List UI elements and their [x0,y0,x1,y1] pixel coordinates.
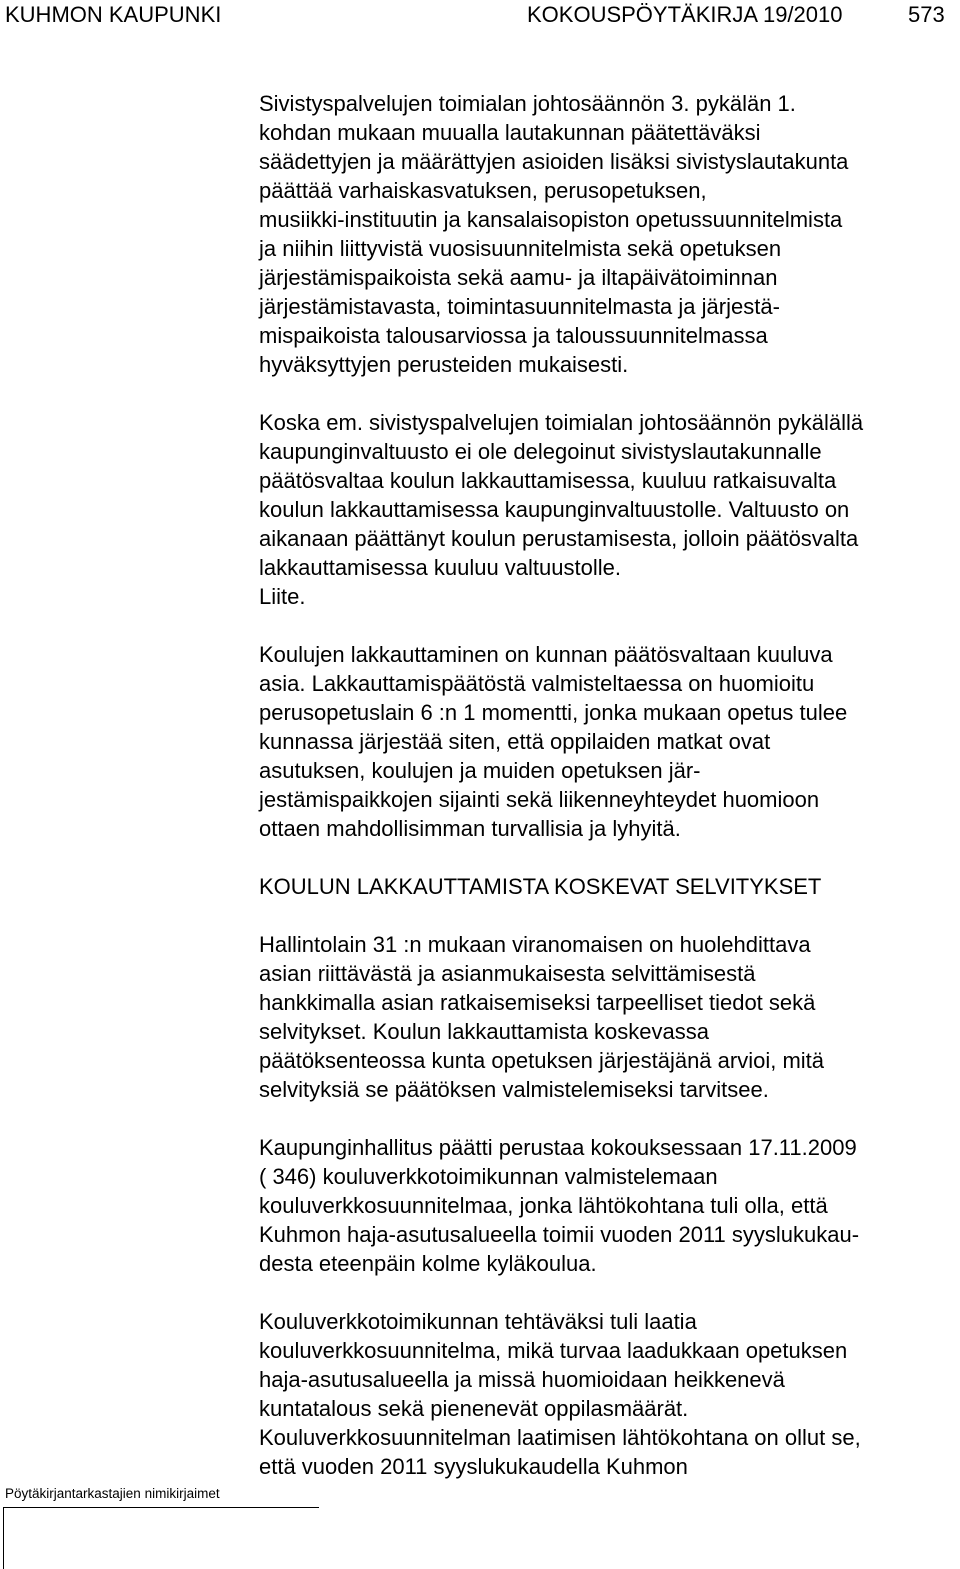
text-line: selvitykset. Koulun lakkauttamista koskevassa [259,1019,709,1044]
text-line: päätösvaltaa koulun lakkauttamisessa, kuuluu ratkaisuvalta [259,468,837,493]
signature-label: Pöytäkirjantarkastajien nimikirjaimet [5,1486,220,1501]
text-line: KOULUN LAKKAUTTAMISTA KOSKEVAT SELVITYKSET [259,874,822,899]
text-line: päätöksenteossa kunta opetuksen järjestäjänä arvioi, mitä [259,1048,825,1073]
text-line: koulun lakkauttamisessa kaupunginvaltuustolle. Valtuusto on [259,497,850,522]
paragraph [259,89,959,379]
paragraph [259,930,959,1104]
text-line: kouluverkkosuunnitelmaa, jonka lähtökohtana tuli olla, että [259,1193,828,1218]
text-line: jestämispaikkojen sijainti sekä liikenneyhteydet huomioon [259,787,820,812]
document-body [259,89,959,1481]
text-line: musiikki-instituutin ja kansalaisopiston opetussuunnitelmista [259,207,843,232]
text-line: ( 346) kouluverkkotoimikunnan valmistelemaan [259,1164,718,1189]
text-line: järjestämistavasta, toimintasuunnitelmasta ja järjestä- [259,294,780,319]
paragraph [259,1307,959,1481]
text-line: Kuhmon haja-asutusalueella toimii vuoden 2011 syyslukukau- [259,1222,860,1247]
text-line: kuntatalous sekä pienenevät oppilasmäärät. [259,1396,689,1421]
text-line: Hallintolain 31 :n mukaan viranomaisen on huolehdittava [259,932,811,957]
text-line: asia. Lakkauttamispäätöstä valmisteltaessa on huomioitu [259,671,815,696]
text-line: perusopetuslain 6 :n 1 momentti, jonka mukaan opetus tulee [259,700,848,725]
text-line: kohdan mukaan muualla lautakunnan päätettäväksi [259,120,761,145]
text-line: hankkimalla asian ratkaisemiseksi tarpeelliset tiedot sekä [259,990,816,1015]
text-line: järjestämispaikoista sekä aamu- ja iltapäivätoiminnan [259,265,778,290]
paragraph [259,640,959,843]
text-line: mispaikoista talousarviossa ja taloussuunnitelmassa [259,323,768,348]
text-line: että vuoden 2011 syyslukukaudella Kuhmon [259,1454,688,1479]
text-line: ja niihin liittyvistä vuosisuunnitelmista sekä opetuksen [259,236,782,261]
text-line: kaupunginvaltuusto ei ole delegoinut sivistyslautakunnalle [259,439,822,464]
text-line: ottaen mahdollisimman turvallisia ja lyhyitä. [259,816,681,841]
text-line: aikanaan päättänyt koulun perustamisesta, jolloin päätösvalta [259,526,859,551]
text-line: asutuksen, koulujen ja muiden opetuksen jär- [259,758,701,783]
text-line: säädettyjen ja määrättyjen asioiden lisäksi sivistyslautakunta [259,149,849,174]
page-header [0,0,960,30]
text-line: Kouluverkkosuunnitelman laatimisen lähtökohtana on ollut se, [259,1425,861,1450]
text-line: päättää varhaiskasvatuksen, perusopetuksen, [259,178,707,203]
text-line: Liite. [259,584,306,609]
text-line: Kouluverkkotoimikunnan tehtäväksi tuli laatia [259,1309,697,1334]
text-line: kunnassa järjestää siten, että oppilaiden matkat ovat [259,729,771,754]
text-line: Koulujen lakkauttaminen on kunnan päätösvaltaan kuuluva [259,642,833,667]
paragraph [259,408,959,611]
text-line: haja-asutusalueella ja missä huomioidaan heikkenevä [259,1367,785,1392]
page-number: 573 [908,2,945,27]
organization-name: KUHMON KAUPUNKI [5,2,222,27]
paragraph [259,872,959,901]
text-line: hyväksyttyjen perusteiden mukaisesti. [259,352,629,377]
text-line: Koska em. sivistyspalvelujen toimialan johtosäännön pykälällä [259,410,864,435]
text-line: asian riittävästä ja asianmukaisesta selvittämisestä [259,961,756,986]
signature-box [3,1507,319,1569]
text-line: desta eteenpäin kolme kyläkoulua. [259,1251,597,1276]
text-line: selvityksiä se päätöksen valmistelemiseksi tarvitsee. [259,1077,769,1102]
document-title: KOKOUSPÖYTÄKIRJA 19/2010 [527,2,843,27]
text-line: kouluverkkosuunnitelma, mikä turvaa laadukkaan opetuksen [259,1338,848,1363]
text-line: Sivistyspalvelujen toimialan johtosäännön 3. pykälän 1. [259,91,796,116]
text-line: Kaupunginhallitus päätti perustaa kokouksessaan 17.11.2009 [259,1135,857,1160]
paragraph [259,1133,959,1278]
text-line: lakkauttamisessa kuuluu valtuustolle. [259,555,621,580]
